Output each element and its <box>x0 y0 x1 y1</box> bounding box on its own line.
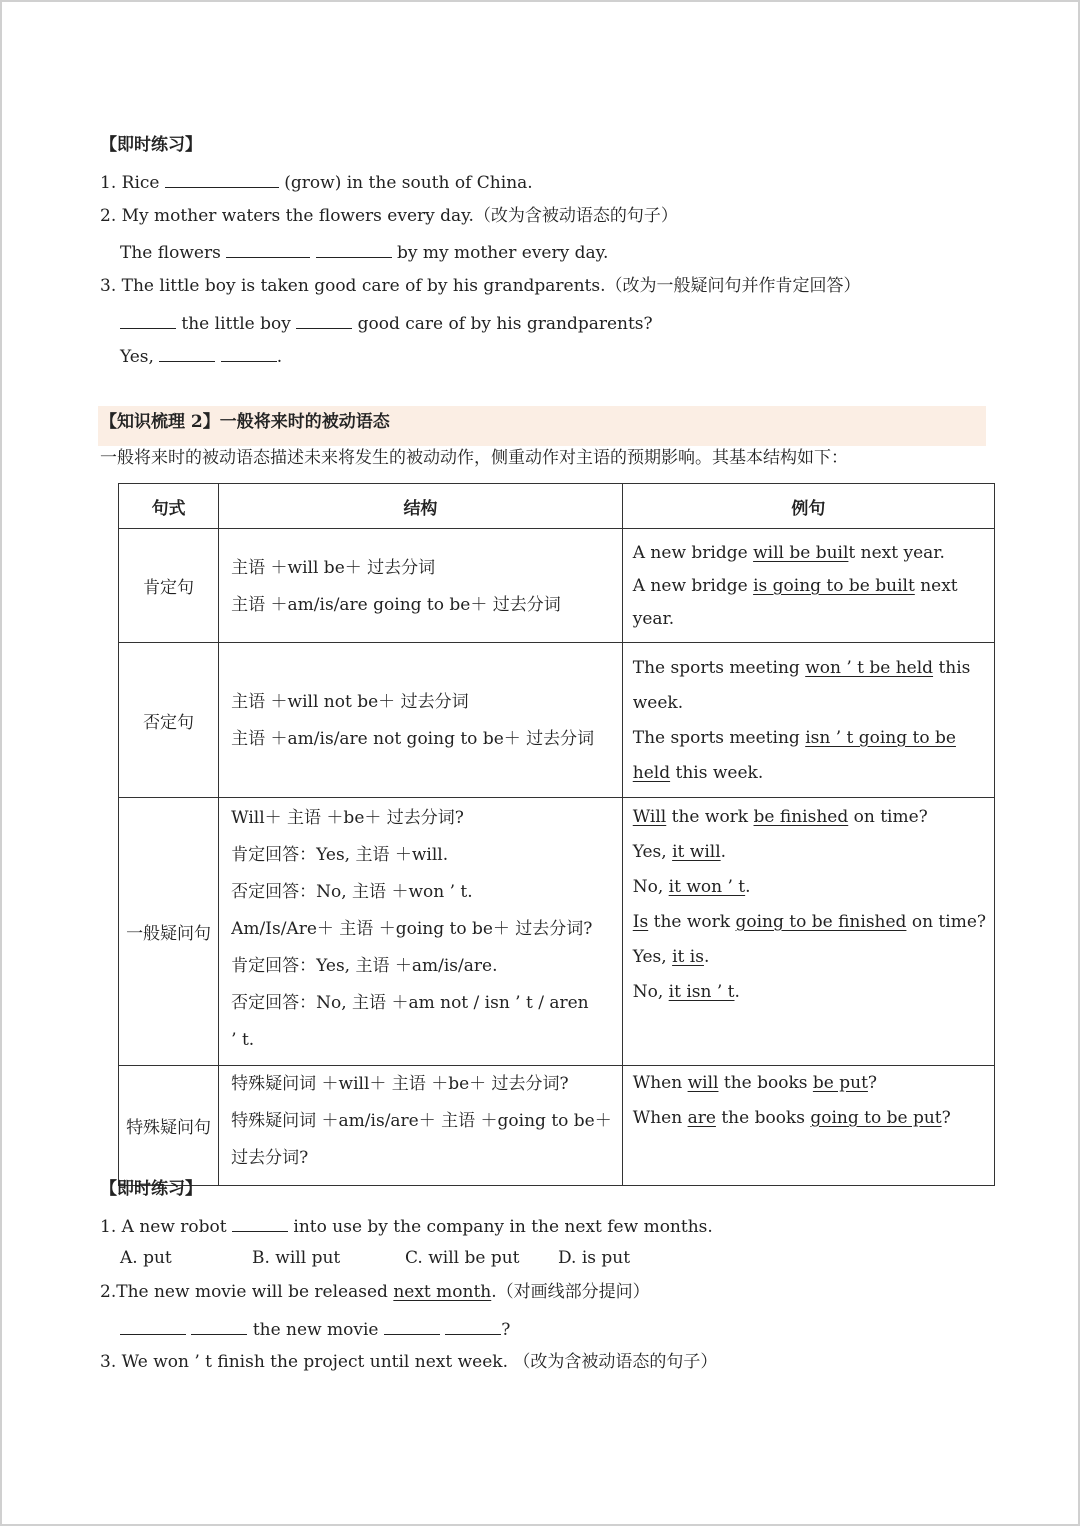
question-1: 1. A new robot into use by the company in the next few months. <box>100 1213 713 1239</box>
question-2: 2. My mother waters the flowers every day.（改为含被动语态的句子） <box>100 206 678 226</box>
answer-blank[interactable] <box>120 1316 186 1335</box>
table-header-row <box>119 484 995 529</box>
question-3: 3. The little boy is taken good care of by his grandparents.（改为一般疑问句并作肯定回答） <box>100 276 861 296</box>
option-b[interactable]: B. will put <box>252 1248 341 1268</box>
option-d[interactable]: D. is put <box>558 1248 631 1268</box>
header-structure: 结构 <box>219 484 623 529</box>
sentence-type: 一般疑问句 <box>119 798 219 1066</box>
question-2: 2.The new movie will be released next month.（对画线部分提问） <box>100 1282 650 1302</box>
sentence-type: 否定句 <box>119 643 219 798</box>
table-row-special-question <box>119 1066 995 1186</box>
header-example: 例句 <box>622 484 994 529</box>
answer-blank[interactable] <box>232 1213 288 1232</box>
question-2-answer: The flowers by my mother every day. <box>120 239 608 265</box>
option-a[interactable]: A. put <box>120 1248 172 1268</box>
practice-title: 【即时练习】 <box>100 135 202 155</box>
section-title: 【知识梳理 2】一般将来时的被动语态 <box>100 412 390 432</box>
sentence-type: 特殊疑问句 <box>119 1066 219 1186</box>
table-row-general-question <box>119 798 995 1066</box>
answer-blank[interactable] <box>296 310 352 329</box>
answer-blank[interactable] <box>445 1316 501 1335</box>
example-cell: Will the work be finished on time? Yes, it will. No, it won ’ t. Is the work going to be finished on time? Yes, it is. No, it isn ’ t. <box>632 807 986 1002</box>
example-cell: When will the books be put? When are the books going to be put? <box>632 1073 951 1128</box>
answer-blank[interactable] <box>159 343 215 362</box>
answer-blank[interactable] <box>384 1316 440 1335</box>
header-sentence-type: 句式 <box>119 484 219 529</box>
question-3: 3. We won ’ t finish the project until next week. （改为含被动语态的句子） <box>100 1352 718 1372</box>
question-3-answer-line1: the little boy good care of by his grandparents? <box>120 310 653 336</box>
question-1: 1. Rice (grow) in the south of China. <box>100 169 533 195</box>
example-cell: A new bridge will be built next year. A new bridge is going to be built next year. <box>632 543 958 629</box>
answer-blank[interactable] <box>226 239 310 258</box>
grammar-table <box>118 483 995 1186</box>
question-2-answer: the new movie ? <box>120 1316 510 1342</box>
answer-blank[interactable] <box>316 239 392 258</box>
structure-cell: 主语 ＋will be＋ 过去分词 主语 ＋am/is/are going to be＋ 过去分词 <box>231 557 561 615</box>
answer-blank[interactable] <box>221 343 277 362</box>
example-cell: The sports meeting won ’ t be held this week. The sports meeting isn ’ t going to be held this week. <box>632 658 971 783</box>
structure-cell: Will＋ 主语 ＋be＋ 过去分词? 肯定回答：Yes, 主语 ＋will. 否定回答：No, 主语 ＋won ’ t. Am/Is/Are＋ 主语 ＋going to be＋ 过去分词? 肯定回答：Yes, 主语 ＋am/is/are. 否定回答：No, 主语 ＋am not / isn ’ t / aren ’ t. <box>231 808 593 1050</box>
table-row-negative <box>119 643 995 798</box>
structure-cell: 主语 ＋will not be＋ 过去分词 主语 ＋am/is/are not going to be＋ 过去分词 <box>231 692 595 749</box>
answer-blank[interactable] <box>165 169 279 188</box>
practice-title: 【即时练习】 <box>100 1179 202 1199</box>
answer-blank[interactable] <box>191 1316 247 1335</box>
section-intro: 一般将来时的被动语态描述未来将发生的被动动作，侧重动作对主语的预期影响。其基本结构如下： <box>100 448 848 468</box>
sentence-type: 肯定句 <box>119 529 219 643</box>
structure-cell: 特殊疑问词 ＋will＋ 主语 ＋be＋ 过去分词? 特殊疑问词 ＋am/is/are＋ 主语 ＋going to be＋ 过去分词? <box>231 1074 612 1168</box>
answer-blank[interactable] <box>120 310 176 329</box>
option-c[interactable]: C. will be put <box>405 1248 520 1268</box>
table-row-affirmative <box>119 529 995 643</box>
question-3-answer-line2: Yes, . <box>120 343 282 369</box>
